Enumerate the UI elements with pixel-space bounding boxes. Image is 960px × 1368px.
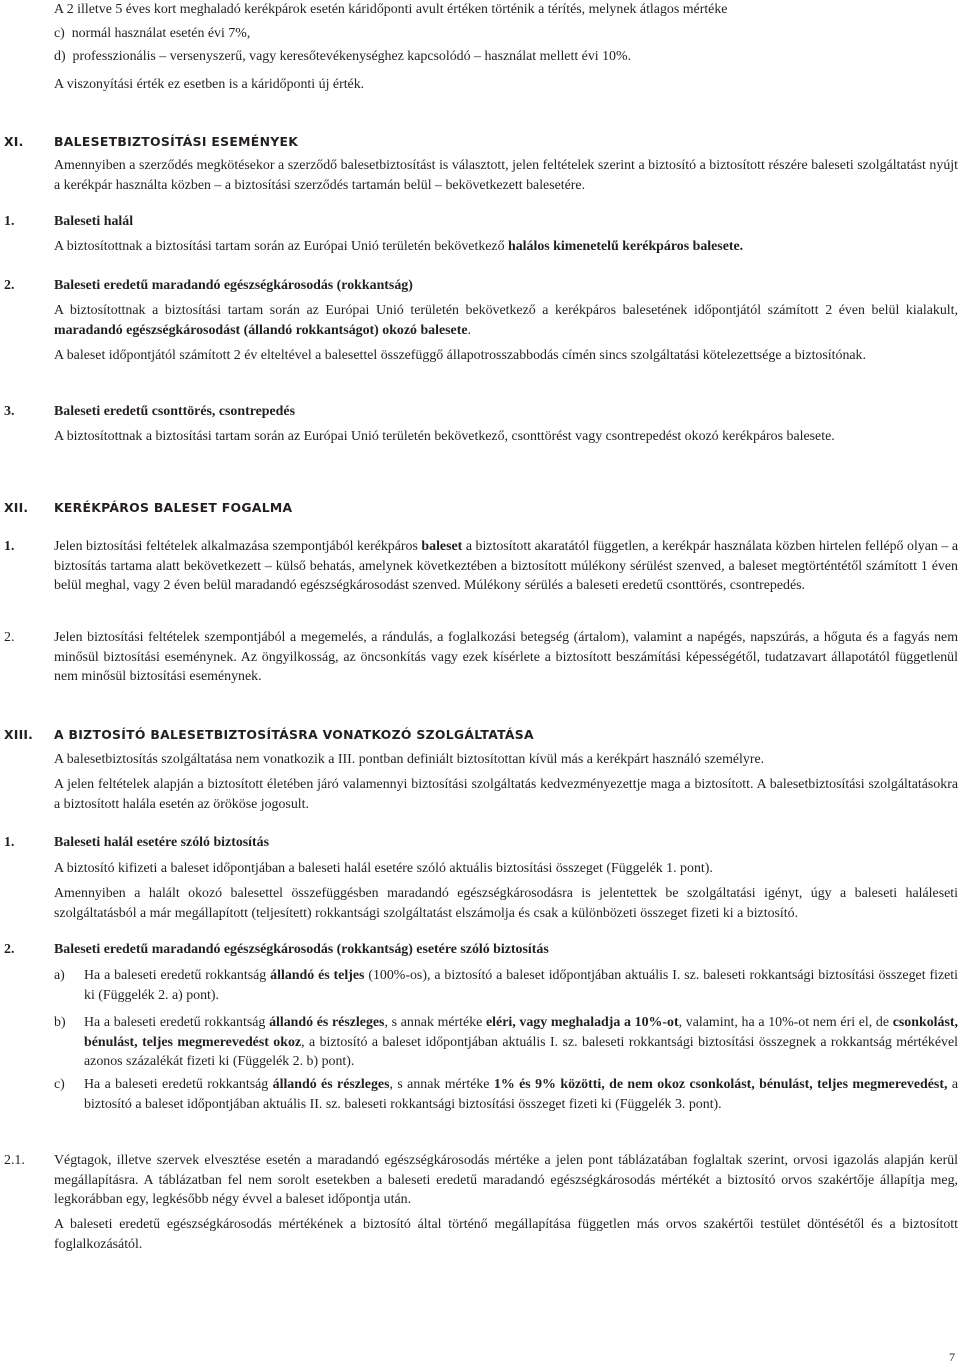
section-number-xii: XII. (4, 500, 29, 515)
list-item-b: Ha a baleseti eredetű rokkantság állandó és részleges, s annak mértéke eléri, vagy meghaladja a 10%-ot, valamint, ha a 10%-ot nem éri el, de csonkolást, bénulást, teljes megmerevedést okoz, a biztosító a baleset időpontjában aktuális I. sz. baleseti rokkantsági biztosítási összegnek a rokkantság mértékével azonos százalékát fizeti ki (Függelék 2. b) pont). (84, 1015, 959, 1070)
section-title-xii: KERÉKPÁROS BALESET FOGALMA (54, 500, 293, 515)
section-xi-intro: Amennyiben a szerződés megkötésekor a szerződő balesetbiztosítást is választott, jelen feltételek szerint a biztosító a biztosított részére baleseti szolgáltatást nyújt a kerékpár használta közben – a biztosítási szerződés tartamán belül – bekövetkezett balesetére. (54, 158, 958, 193)
item-number: 3. (4, 404, 15, 419)
paragraph-top-1: A 2 illetve 5 éves kort meghaladó kerékpárok esetén káridőponti avult értéken történik a térítés, melynek átlagos mértéke (54, 2, 728, 17)
item-text: Amennyiben a halált okozó balesettel összefüggésben maradandó egészségkárosodásra is jelentettek be szolgáltatási igényt, úgy a baleseti haláleseti szolgáltatásból a már megállapított (teljesített) rokkantsági szolgáltatást elszámolja és csak a különbözeti összeget fizeti ki a biztosító. (54, 886, 958, 921)
item-text: A biztosítottnak a biztosítási tartam során az Európai Unió területén bekövetkező a kerékpáros balesetének időpontjától számított 2 éven belül kialakult, maradandó egészségkárosodást (állandó rokkantságot) okozó balesete. (54, 303, 958, 338)
item-text: Jelen biztosítási feltételek alkalmazása szempontjából kerékpáros baleset a biztosított akaratától független, a kerékpár használata közben hirtelen fellépő olyan – a biztosítás tartama alatt bekövetkezett – külső behatás, amelynek következtében a biztosított múlékony sérülést szenved, a baleset megtörténtétől számított 1 éven belül meghal, vagy 2 éven belül maradandó egészségkárosodást szenved. Múlékony sérülés a baleseti eredetű csonttörés, csontrepedés. (54, 539, 958, 594)
item-number: 1. (4, 835, 15, 850)
item-text: A biztosító kifizeti a baleset időpontjában a baleseti halál esetére szóló aktuális biztosítási összeget (Függelék 1. pont). (54, 861, 713, 876)
page-number: 7 (949, 1350, 955, 1364)
item-number: 2. (4, 942, 15, 957)
list-item-d: d) professzionális – versenyszerű, vagy keresőtevékenységhez kapcsolódó – használat mellett évi 10%. (54, 49, 632, 64)
item-number: 2.1. (4, 1153, 25, 1168)
paragraph-top-2: A viszonyítási érték ez esetben is a káridőponti új érték. (54, 77, 365, 92)
list-letter-b: b) (54, 1015, 66, 1030)
list-letter-c: c) (54, 1077, 65, 1092)
section-title-xi: BALESETBIZTOSÍTÁSI ESEMÉNYEK (54, 134, 299, 149)
item-text: A baleseti eredetű egészségkárosodás mértékének a biztosító által történő megállapítása független más orvos szakértői testület döntésétől és a biztosított foglalkozásától. (54, 1217, 958, 1252)
item-title-csonttores: Baleseti eredetű csonttörés, csontrepedés (54, 404, 295, 419)
item-number: 2. (4, 630, 15, 645)
section-number-xi: XI. (4, 134, 24, 149)
item-title-rokkantsag: Baleseti eredetű maradandó egészségkárosodás (rokkantság) (54, 278, 413, 293)
item-text: A biztosítottnak a biztosítási tartam során az Európai Unió területén bekövetkező halálos kimenetelű kerékpáros balesete. (54, 239, 744, 254)
item-number: 1. (4, 539, 15, 554)
item-number: 2. (4, 278, 15, 293)
item-text: A biztosítottnak a biztosítási tartam során az Európai Unió területén bekövetkező, csonttörést vagy csontrepedést okozó kerékpáros balesete. (54, 429, 835, 444)
item-number: 1. (4, 214, 15, 229)
section-title-xiii: A BIZTOSÍTÓ BALESETBIZTOSÍTÁSRA VONATKOZÓ SZOLGÁLTATÁSA (54, 727, 534, 742)
section-xiii-p2: A jelen feltételek alapján a biztosított életében járó valamennyi biztosítási szolgáltatás kedvezményezettje maga a biztosított. A balesetbiztosítási szolgáltatásokra a biztosított halála esetén az örököse jogosult. (54, 777, 958, 812)
item-text: Végtagok, illetve szervek elvesztése esetén a maradandó egészségkárosodás mértéke a jelen pont táblázatában foglaltak szerint, orvosi igazolás alapján kerül megállapításra. A táblázatban fel nem sorolt esetekben a baleseti eredetű maradandó egészségkárosodás mértékét a biztosító orvos szakértője állapítja meg, legkorábban egy, legkésőbb négy évvel a baleset időpontja után. (54, 1153, 958, 1208)
list-item-a: Ha a baleseti eredetű rokkantság állandó és teljes (100%-os), a biztosító a baleset időpontjában aktuális I. sz. baleseti rokkantsági biztosítási összeget fizeti ki (Függelék 2. a) pont). (84, 968, 958, 1003)
section-xiii-p1: A balesetbiztosítás szolgáltatása nem vonatkozik a III. pontban definiált biztosítottan kívül más a kerékpárt használó személyre. (54, 752, 765, 767)
item-title-rokkantsag-biztositas: Baleseti eredetű maradandó egészségkárosodás (rokkantság) esetére szóló biztosítás (54, 942, 549, 957)
item-text: A baleset időpontjától számított 2 év elteltével a balesettel összefüggő állapotrosszabbodás címén sincs szolgáltatási kötelezettsége a biztosítónak. (54, 348, 866, 363)
item-title-baleseti-halal: Baleseti halál (54, 214, 134, 229)
list-item-c-payout: Ha a baleseti eredetű rokkantság állandó és részleges, s annak mértéke 1% és 9% közötti, de nem okoz csonkolást, bénulást, teljes megmerevedést, a biztosító a baleset időpontjában aktuális II. sz. baleseti rokkantsági biztosítási összeget fizeti ki (Függelék 3. pont). (84, 1077, 958, 1112)
list-item-c: c) normál használat esetén évi 7%, (54, 26, 251, 41)
item-title-halal-biztositas: Baleseti halál esetére szóló biztosítás (54, 835, 270, 850)
item-text: Jelen biztosítási feltételek szempontjából a megemelés, a rándulás, a foglalkozási betegség (ártalom), valamint a napégés, napszúrás, a hőguta és a fagyás nem minősül biztosítási eseménynek. Az öngyilkosság, az öncsonkítás vagy ezek kísérlete a biztosított beszámítási képességétől, tudatzavart állapotától függetlenül nem minősül biztosítási eseménynek. (54, 630, 958, 685)
list-letter-a: a) (54, 968, 65, 983)
section-number-xiii: XIII. (4, 727, 34, 742)
